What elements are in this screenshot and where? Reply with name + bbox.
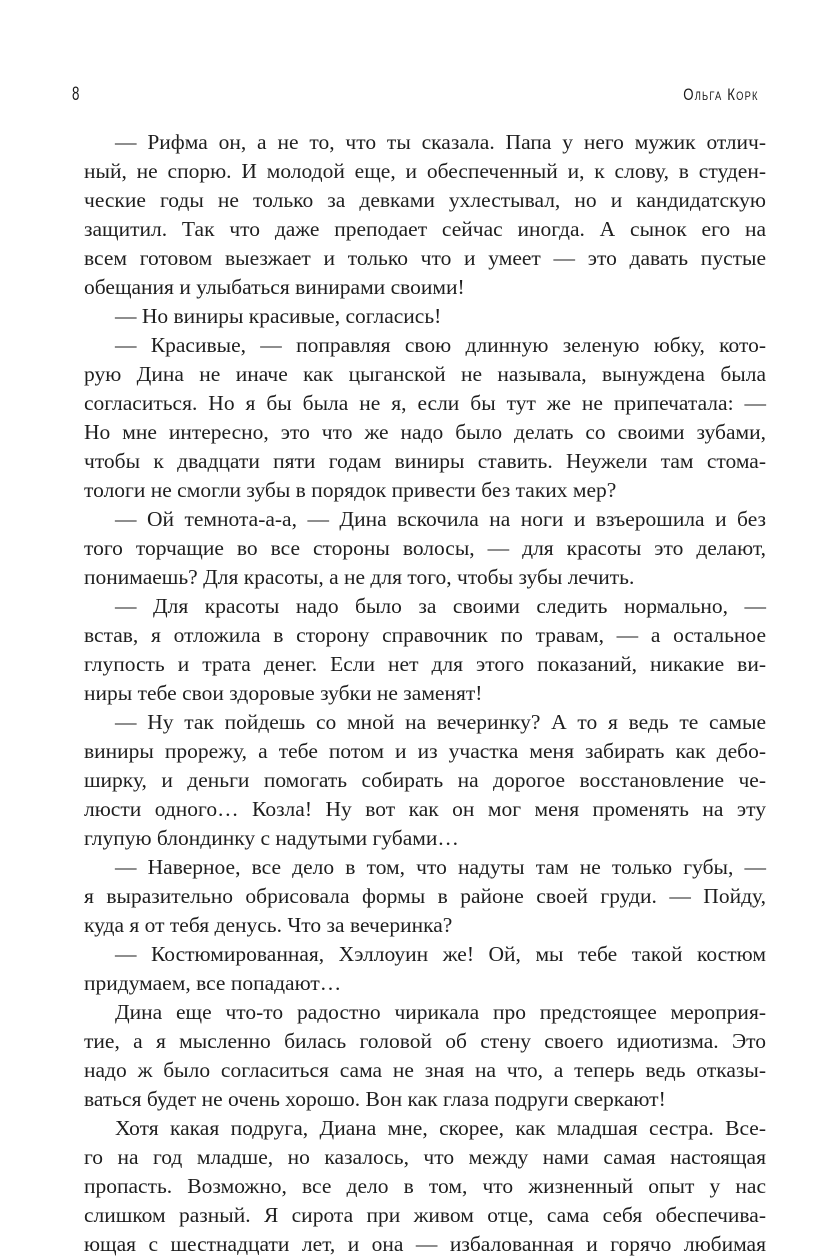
text-line: куда я от тебя денусь. Что за вечеринка?	[84, 913, 453, 937]
text-line: глупость и трата денег. Если нет для этого показаний, никакие ви-	[84, 652, 766, 676]
body-text	[84, 128, 766, 1259]
running-head-author: Ольга Корк	[683, 85, 759, 104]
text-line: го на год младше, но казалось, что между нами самая настоящая	[84, 1145, 766, 1169]
text-line: понимаешь? Для красоты, а не для того, чтобы зубы лечить.	[84, 565, 635, 589]
text-line: ваться будет не очень хорошо. Вон как глаза подруги сверкают!	[84, 1087, 666, 1111]
paragraph-first-line: — Ой темнота-а-а, — Дина вскочила на ноги и взъерошила и без	[115, 507, 766, 531]
text-line: слишком разный. Я сирота при живом отце, сама себя обеспечива-	[84, 1203, 766, 1227]
text-line: я выразительно обрисовала формы в районе своей груди. — Пойду,	[84, 884, 766, 908]
text-line: чтобы к двадцати пяти годам виниры ставить. Неужели там стома-	[84, 449, 766, 473]
text-line: надо ж было согласиться сама не зная на что, а теперь ведь отказы-	[84, 1058, 766, 1082]
text-line: согласиться. Но я бы была не я, если бы тут же не припечатала: —	[84, 391, 766, 415]
paragraph-first-line: — Наверное, все дело в том, что надуты там не только губы, —	[115, 855, 766, 879]
text-line: виниры прорежу, а тебе потом и из участка меня забирать как дебо-	[84, 739, 766, 763]
paragraph-first-line: Хотя какая подруга, Диана мне, скорее, как младшая сестра. Все-	[115, 1116, 766, 1140]
paragraph-first-line: — Для красоты надо было за своими следить нормально, —	[115, 594, 766, 618]
text-line: ниры тебе свои здоровые зубки не заменят!	[84, 681, 483, 705]
text-line: тологи не смогли зубы в порядок привести без таких мер?	[84, 478, 617, 502]
text-line: тие, а я мысленно билась головой об стену своего идиотизма. Это	[84, 1029, 766, 1053]
text-line: рую Дина не иначе как цыганской не называла, вынуждена была	[84, 362, 766, 386]
paragraph-first-line: — Рифма он, а не то, что ты сказала. Папа у него мужик отлич-	[115, 130, 766, 154]
text-line: пропасть. Возможно, все дело в том, что жизненный опыт у нас	[84, 1174, 766, 1198]
paragraph-first-line: Дина еще что-то радостно чирикала про предстоящее мероприя-	[115, 1000, 766, 1024]
text-line: глупую блондинку с надутыми губами…	[84, 826, 459, 850]
text-line: ширку, и деньги помогать собирать на дорогое восстановление че-	[84, 768, 766, 792]
text-line: всем готовом выезжает и только что и умеет — это давать пустые	[84, 246, 766, 270]
paragraph-first-line: — Ну так пойдешь со мной на вечеринку? А то я ведь те самые	[115, 710, 766, 734]
text-line: Но мне интересно, это что же надо было делать со своими зубами,	[84, 420, 766, 444]
text-line: встав, я отложила в сторону справочник по травам, — а остальное	[84, 623, 766, 647]
text-line: обещания и улыбаться винирами своими!	[84, 275, 465, 299]
text-line: придумаем, все попадают…	[84, 971, 342, 995]
page-number: 8	[72, 84, 80, 105]
text-line: защитил. Так что даже преподает сейчас иногда. А сынок его на	[84, 217, 766, 241]
text-line: ческие годы не только за девками ухлестывал, но и кандидатскую	[84, 188, 766, 212]
paragraph-first-line: — Красивые, — поправляя свою длинную зеленую юбку, кото-	[115, 333, 766, 357]
paragraph-first-line: — Но виниры красивые, согласись!	[115, 304, 442, 328]
text-line: того торчащие во все стороны волосы, — для красоты это делают,	[84, 536, 766, 560]
text-line: ный, не спорю. И молодой еще, и обеспеченный и, к слову, в студен-	[84, 159, 766, 183]
paragraph-first-line: — Костюмированная, Хэллоуин же! Ой, мы тебе такой костюм	[115, 942, 766, 966]
text-line: ющая с шестнадцати лет, и она — избалованная и горячо любимая	[84, 1232, 766, 1256]
text-line: люсти одного… Козла! Ну вот как он мог меня променять на эту	[84, 797, 766, 821]
